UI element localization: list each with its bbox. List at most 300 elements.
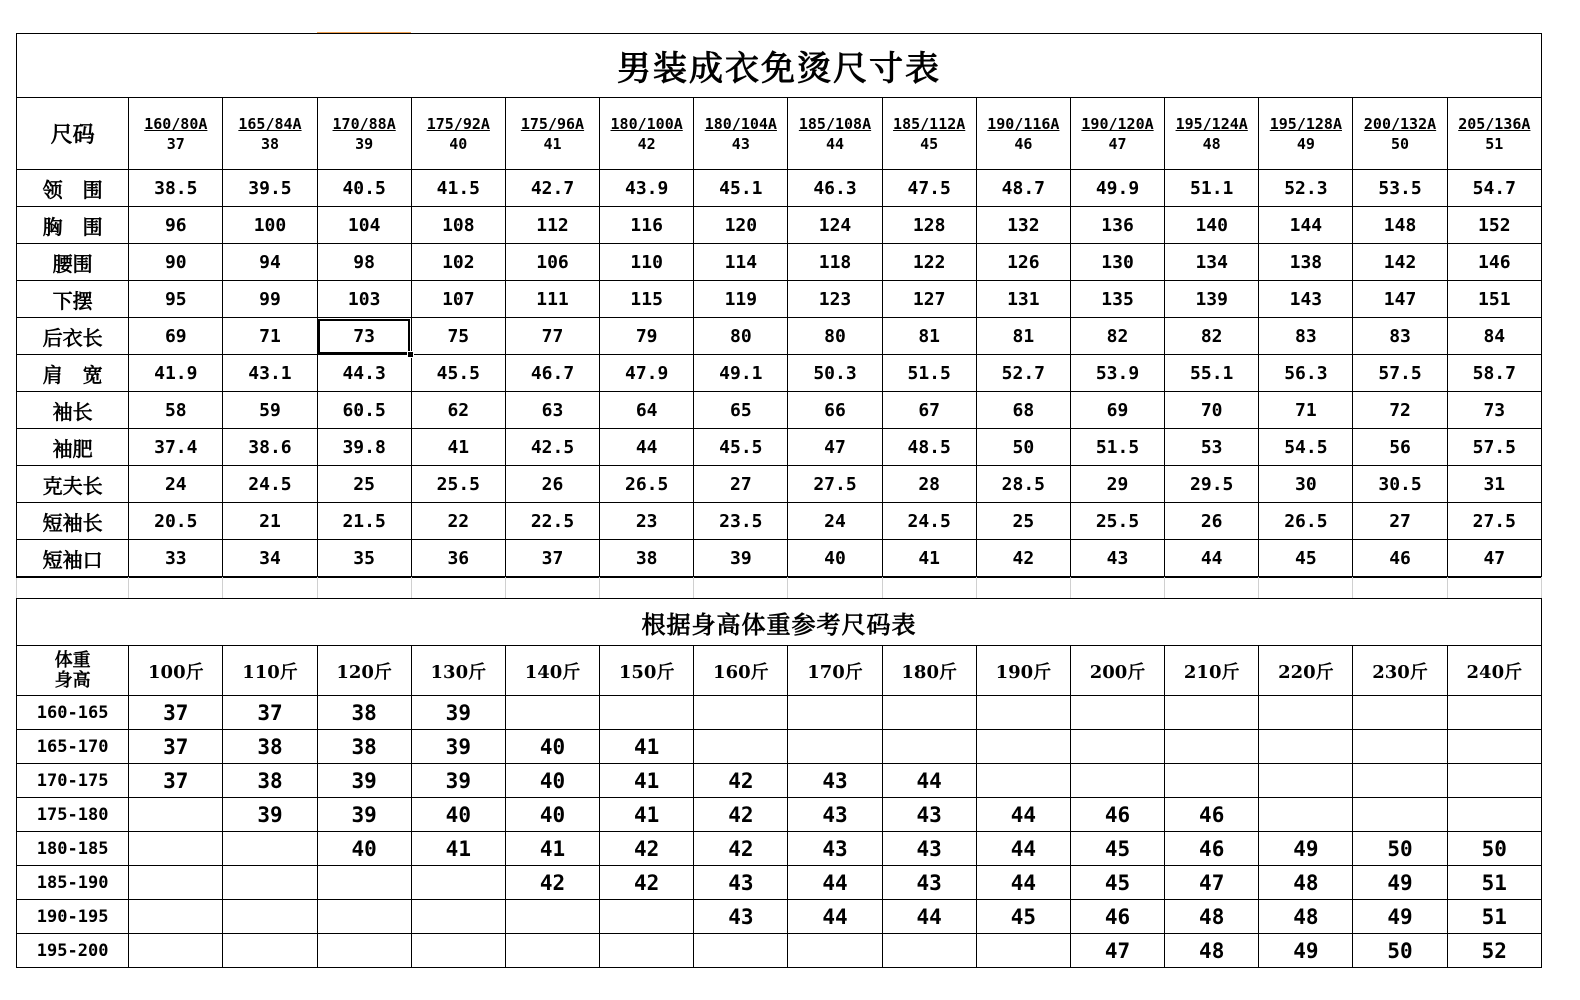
measurement-cell[interactable]: 54.5 bbox=[1259, 429, 1353, 466]
measurement-cell[interactable]: 108 bbox=[411, 207, 505, 244]
measurement-cell[interactable]: 84 bbox=[1447, 318, 1541, 355]
reference-size-cell[interactable] bbox=[882, 730, 976, 764]
measurement-cell[interactable]: 48.5 bbox=[882, 429, 976, 466]
reference-size-cell[interactable] bbox=[976, 764, 1070, 798]
size-header-cell[interactable] bbox=[1259, 98, 1353, 170]
measurement-cell[interactable]: 119 bbox=[694, 281, 788, 318]
measurement-cell[interactable]: 39 bbox=[694, 540, 788, 577]
reference-size-cell[interactable] bbox=[882, 696, 976, 730]
reference-size-cell[interactable] bbox=[1353, 696, 1447, 730]
empty-cell[interactable] bbox=[317, 578, 411, 599]
reference-size-cell[interactable]: 52 bbox=[1447, 934, 1541, 968]
reference-size-cell[interactable] bbox=[976, 696, 1070, 730]
measurement-cell[interactable]: 80 bbox=[788, 318, 882, 355]
measurement-cell[interactable]: 25 bbox=[317, 466, 411, 503]
height-label[interactable]: 170-175 bbox=[17, 764, 129, 798]
measurement-cell[interactable]: 25.5 bbox=[1070, 503, 1164, 540]
reference-size-cell[interactable] bbox=[129, 934, 223, 968]
reference-size-cell[interactable]: 42 bbox=[694, 764, 788, 798]
reference-size-cell[interactable]: 43 bbox=[882, 832, 976, 866]
measurement-cell[interactable]: 49.1 bbox=[694, 355, 788, 392]
reference-size-cell[interactable] bbox=[317, 866, 411, 900]
weight-header-cell[interactable]: 150斤 bbox=[600, 646, 694, 696]
reference-size-cell[interactable]: 40 bbox=[505, 798, 599, 832]
reference-size-cell[interactable]: 40 bbox=[411, 798, 505, 832]
measurement-cell[interactable]: 120 bbox=[694, 207, 788, 244]
measurement-cell[interactable]: 138 bbox=[1259, 244, 1353, 281]
reference-size-cell[interactable] bbox=[223, 866, 317, 900]
reference-size-cell[interactable] bbox=[1259, 764, 1353, 798]
reference-size-cell[interactable] bbox=[1353, 730, 1447, 764]
reference-size-cell[interactable]: 50 bbox=[1353, 832, 1447, 866]
reference-size-cell[interactable] bbox=[129, 832, 223, 866]
size-header-cell[interactable] bbox=[694, 98, 788, 170]
reference-size-cell[interactable]: 42 bbox=[600, 866, 694, 900]
reference-size-cell[interactable] bbox=[1447, 764, 1541, 798]
reference-size-cell[interactable]: 43 bbox=[788, 832, 882, 866]
measurement-cell[interactable]: 48.7 bbox=[976, 170, 1070, 207]
empty-cell[interactable] bbox=[976, 578, 1070, 599]
empty-cell[interactable] bbox=[129, 578, 223, 599]
measurement-cell[interactable]: 52.3 bbox=[1259, 170, 1353, 207]
measurement-cell[interactable]: 51.5 bbox=[1070, 429, 1164, 466]
measurement-cell[interactable]: 30 bbox=[1259, 466, 1353, 503]
reference-size-cell[interactable] bbox=[505, 696, 599, 730]
measurement-label[interactable]: 肩 宽 bbox=[17, 355, 129, 392]
measurement-cell[interactable]: 130 bbox=[1070, 244, 1164, 281]
weight-header-cell[interactable]: 200斤 bbox=[1070, 646, 1164, 696]
measurement-cell[interactable]: 24 bbox=[788, 503, 882, 540]
measurement-cell[interactable]: 39.5 bbox=[223, 170, 317, 207]
reference-size-cell[interactable] bbox=[694, 730, 788, 764]
measurement-cell[interactable]: 33 bbox=[129, 540, 223, 577]
measurement-cell[interactable]: 64 bbox=[600, 392, 694, 429]
measurement-cell[interactable]: 20.5 bbox=[129, 503, 223, 540]
size-header-cell[interactable] bbox=[788, 98, 882, 170]
measurement-cell[interactable]: 134 bbox=[1165, 244, 1259, 281]
measurement-cell[interactable]: 22.5 bbox=[505, 503, 599, 540]
reference-size-cell[interactable] bbox=[1447, 798, 1541, 832]
reference-size-cell[interactable]: 42 bbox=[694, 832, 788, 866]
measurement-cell[interactable]: 111 bbox=[505, 281, 599, 318]
measurement-cell[interactable]: 69 bbox=[129, 318, 223, 355]
reference-size-cell[interactable] bbox=[882, 934, 976, 968]
reference-size-cell[interactable] bbox=[694, 934, 788, 968]
measurement-cell[interactable]: 47 bbox=[1447, 540, 1541, 577]
measurement-cell[interactable]: 26.5 bbox=[1259, 503, 1353, 540]
size-header-cell[interactable] bbox=[317, 98, 411, 170]
reference-size-cell[interactable] bbox=[788, 934, 882, 968]
measurement-cell[interactable]: 144 bbox=[1259, 207, 1353, 244]
reference-size-cell[interactable]: 39 bbox=[317, 798, 411, 832]
measurement-cell[interactable]: 54.7 bbox=[1447, 170, 1541, 207]
reference-size-cell[interactable]: 49 bbox=[1353, 866, 1447, 900]
measurement-label[interactable]: 领 围 bbox=[17, 170, 129, 207]
measurement-cell[interactable]: 50.3 bbox=[788, 355, 882, 392]
measurement-cell[interactable]: 46.7 bbox=[505, 355, 599, 392]
reference-size-cell[interactable]: 43 bbox=[882, 798, 976, 832]
measurement-cell[interactable]: 27 bbox=[694, 466, 788, 503]
reference-size-cell[interactable] bbox=[1070, 730, 1164, 764]
reference-size-cell[interactable]: 43 bbox=[694, 900, 788, 934]
measurement-cell[interactable]: 29.5 bbox=[1165, 466, 1259, 503]
reference-size-cell[interactable] bbox=[1165, 730, 1259, 764]
measurement-cell[interactable]: 132 bbox=[976, 207, 1070, 244]
measurement-cell[interactable]: 42.7 bbox=[505, 170, 599, 207]
reference-size-cell[interactable]: 44 bbox=[976, 832, 1070, 866]
reference-size-cell[interactable]: 43 bbox=[788, 764, 882, 798]
measurement-cell[interactable]: 31 bbox=[1447, 466, 1541, 503]
reference-size-cell[interactable]: 39 bbox=[223, 798, 317, 832]
measurement-cell[interactable]: 126 bbox=[976, 244, 1070, 281]
reference-size-cell[interactable] bbox=[1070, 696, 1164, 730]
measurement-cell[interactable]: 45.1 bbox=[694, 170, 788, 207]
height-label[interactable]: 185-190 bbox=[17, 866, 129, 900]
measurement-cell[interactable]: 57.5 bbox=[1353, 355, 1447, 392]
measurement-cell[interactable]: 26 bbox=[505, 466, 599, 503]
measurement-cell[interactable]: 21 bbox=[223, 503, 317, 540]
measurement-cell[interactable]: 52.7 bbox=[976, 355, 1070, 392]
reference-size-cell[interactable] bbox=[694, 696, 788, 730]
reference-size-cell[interactable]: 42 bbox=[600, 832, 694, 866]
measurement-cell[interactable]: 79 bbox=[600, 318, 694, 355]
reference-size-cell[interactable]: 41 bbox=[600, 798, 694, 832]
measurement-cell[interactable]: 71 bbox=[1259, 392, 1353, 429]
weight-header-cell[interactable]: 190斤 bbox=[976, 646, 1070, 696]
reference-size-cell[interactable]: 38 bbox=[223, 730, 317, 764]
measurement-cell[interactable]: 115 bbox=[600, 281, 694, 318]
size-header-cell[interactable] bbox=[882, 98, 976, 170]
measurement-cell[interactable]: 80 bbox=[694, 318, 788, 355]
reference-size-cell[interactable] bbox=[505, 900, 599, 934]
reference-size-cell[interactable] bbox=[411, 866, 505, 900]
measurement-label[interactable]: 克夫长 bbox=[17, 466, 129, 503]
measurement-cell[interactable]: 56 bbox=[1353, 429, 1447, 466]
reference-size-cell[interactable] bbox=[505, 934, 599, 968]
measurement-label[interactable]: 下摆 bbox=[17, 281, 129, 318]
empty-cell[interactable] bbox=[1070, 578, 1164, 599]
measurement-cell[interactable]: 41 bbox=[882, 540, 976, 577]
size-header-cell[interactable] bbox=[1447, 98, 1541, 170]
measurement-cell[interactable]: 104 bbox=[317, 207, 411, 244]
measurement-cell[interactable]: 45.5 bbox=[411, 355, 505, 392]
height-label[interactable]: 195-200 bbox=[17, 934, 129, 968]
reference-size-cell[interactable]: 48 bbox=[1259, 900, 1353, 934]
reference-size-cell[interactable]: 49 bbox=[1353, 900, 1447, 934]
measurement-cell[interactable]: 44 bbox=[1165, 540, 1259, 577]
height-label[interactable]: 175-180 bbox=[17, 798, 129, 832]
size-header-cell[interactable] bbox=[1353, 98, 1447, 170]
reference-size-cell[interactable]: 41 bbox=[600, 730, 694, 764]
measurement-cell[interactable]: 55.1 bbox=[1165, 355, 1259, 392]
weight-header-cell[interactable]: 100斤 bbox=[129, 646, 223, 696]
measurement-cell[interactable]: 25 bbox=[976, 503, 1070, 540]
measurement-cell[interactable]: 44.3 bbox=[317, 355, 411, 392]
measurement-cell[interactable]: 128 bbox=[882, 207, 976, 244]
empty-cell[interactable] bbox=[600, 578, 694, 599]
empty-cell[interactable] bbox=[788, 578, 882, 599]
measurement-cell[interactable]: 67 bbox=[882, 392, 976, 429]
measurement-cell[interactable]: 71 bbox=[223, 318, 317, 355]
measurement-cell[interactable]: 40 bbox=[788, 540, 882, 577]
measurement-cell[interactable]: 30.5 bbox=[1353, 466, 1447, 503]
size-header-cell[interactable] bbox=[600, 98, 694, 170]
measurement-label[interactable]: 胸 围 bbox=[17, 207, 129, 244]
reference-size-cell[interactable] bbox=[129, 866, 223, 900]
measurement-label[interactable]: 袖肥 bbox=[17, 429, 129, 466]
reference-size-cell[interactable] bbox=[223, 900, 317, 934]
measurement-cell[interactable]: 60.5 bbox=[317, 392, 411, 429]
measurement-cell[interactable]: 135 bbox=[1070, 281, 1164, 318]
reference-size-cell[interactable] bbox=[129, 798, 223, 832]
measurement-cell[interactable]: 81 bbox=[882, 318, 976, 355]
measurement-cell[interactable]: 65 bbox=[694, 392, 788, 429]
measurement-label[interactable]: 后衣长 bbox=[17, 318, 129, 355]
reference-size-cell[interactable]: 46 bbox=[1070, 798, 1164, 832]
measurement-cell[interactable]: 47.9 bbox=[600, 355, 694, 392]
measurement-cell[interactable]: 118 bbox=[788, 244, 882, 281]
reference-size-cell[interactable]: 42 bbox=[505, 866, 599, 900]
measurement-cell[interactable]: 114 bbox=[694, 244, 788, 281]
measurement-cell[interactable]: 147 bbox=[1353, 281, 1447, 318]
reference-size-cell[interactable]: 37 bbox=[223, 696, 317, 730]
measurement-cell[interactable]: 29 bbox=[1070, 466, 1164, 503]
measurement-cell[interactable]: 122 bbox=[882, 244, 976, 281]
reference-size-cell[interactable] bbox=[1353, 764, 1447, 798]
reference-size-cell[interactable]: 44 bbox=[976, 866, 1070, 900]
measurement-cell[interactable]: 51.1 bbox=[1165, 170, 1259, 207]
measurement-cell[interactable]: 72 bbox=[1353, 392, 1447, 429]
measurement-cell[interactable]: 70 bbox=[1165, 392, 1259, 429]
reference-size-cell[interactable]: 40 bbox=[505, 764, 599, 798]
measurement-cell[interactable]: 148 bbox=[1353, 207, 1447, 244]
weight-header-cell[interactable]: 110斤 bbox=[223, 646, 317, 696]
measurement-cell[interactable]: 42.5 bbox=[505, 429, 599, 466]
reference-size-cell[interactable]: 43 bbox=[882, 866, 976, 900]
weight-header-cell[interactable]: 130斤 bbox=[411, 646, 505, 696]
measurement-cell[interactable]: 116 bbox=[600, 207, 694, 244]
measurement-label[interactable]: 袖长 bbox=[17, 392, 129, 429]
reference-size-cell[interactable]: 44 bbox=[882, 764, 976, 798]
reference-size-cell[interactable] bbox=[223, 934, 317, 968]
measurement-label[interactable]: 短袖口 bbox=[17, 540, 129, 577]
measurement-cell[interactable]: 26 bbox=[1165, 503, 1259, 540]
reference-size-cell[interactable]: 39 bbox=[411, 696, 505, 730]
measurement-cell[interactable]: 43.9 bbox=[600, 170, 694, 207]
measurement-cell[interactable]: 43.1 bbox=[223, 355, 317, 392]
reference-size-cell[interactable]: 45 bbox=[1070, 832, 1164, 866]
weight-header-cell[interactable]: 140斤 bbox=[505, 646, 599, 696]
measurement-cell[interactable]: 24.5 bbox=[223, 466, 317, 503]
measurement-label[interactable]: 腰围 bbox=[17, 244, 129, 281]
reference-size-cell[interactable]: 37 bbox=[129, 730, 223, 764]
empty-cell[interactable] bbox=[17, 578, 129, 599]
measurement-cell[interactable]: 106 bbox=[505, 244, 599, 281]
size-header-cell[interactable] bbox=[129, 98, 223, 170]
reference-size-cell[interactable]: 38 bbox=[317, 696, 411, 730]
measurement-cell[interactable]: 47 bbox=[788, 429, 882, 466]
measurement-cell[interactable]: 27.5 bbox=[788, 466, 882, 503]
weight-header-cell[interactable]: 240斤 bbox=[1447, 646, 1541, 696]
reference-size-cell[interactable] bbox=[1353, 798, 1447, 832]
measurement-cell[interactable]: 136 bbox=[1070, 207, 1164, 244]
empty-cell[interactable] bbox=[411, 578, 505, 599]
measurement-cell[interactable]: 26.5 bbox=[600, 466, 694, 503]
reference-size-cell[interactable]: 41 bbox=[600, 764, 694, 798]
reference-size-cell[interactable]: 50 bbox=[1353, 934, 1447, 968]
reference-size-cell[interactable]: 50 bbox=[1447, 832, 1541, 866]
empty-cell[interactable] bbox=[694, 578, 788, 599]
measurement-cell[interactable]: 46.3 bbox=[788, 170, 882, 207]
reference-size-cell[interactable]: 48 bbox=[1165, 900, 1259, 934]
size-header-cell[interactable] bbox=[1070, 98, 1164, 170]
measurement-cell[interactable]: 110 bbox=[600, 244, 694, 281]
measurement-cell[interactable]: 112 bbox=[505, 207, 599, 244]
reference-size-cell[interactable]: 38 bbox=[317, 730, 411, 764]
reference-title[interactable]: 根据身高体重参考尺码表 bbox=[17, 599, 1542, 646]
reference-size-cell[interactable] bbox=[600, 900, 694, 934]
measurement-cell[interactable]: 146 bbox=[1447, 244, 1541, 281]
reference-size-cell[interactable]: 37 bbox=[129, 696, 223, 730]
height-label[interactable]: 160-165 bbox=[17, 696, 129, 730]
reference-size-cell[interactable]: 47 bbox=[1165, 866, 1259, 900]
reference-size-cell[interactable]: 40 bbox=[317, 832, 411, 866]
reference-size-cell[interactable] bbox=[317, 900, 411, 934]
measurement-cell[interactable]: 40.5 bbox=[317, 170, 411, 207]
measurement-cell[interactable]: 75 bbox=[411, 318, 505, 355]
reference-size-cell[interactable] bbox=[1070, 764, 1164, 798]
empty-cell[interactable] bbox=[1259, 578, 1353, 599]
measurement-cell[interactable]: 68 bbox=[976, 392, 1070, 429]
reference-size-cell[interactable]: 41 bbox=[411, 832, 505, 866]
measurement-cell[interactable]: 57.5 bbox=[1447, 429, 1541, 466]
reference-size-cell[interactable]: 42 bbox=[694, 798, 788, 832]
measurement-cell[interactable]: 53 bbox=[1165, 429, 1259, 466]
measurement-cell[interactable]: 42 bbox=[976, 540, 1070, 577]
measurement-cell[interactable]: 23 bbox=[600, 503, 694, 540]
reference-size-cell[interactable] bbox=[1259, 730, 1353, 764]
reference-size-cell[interactable] bbox=[317, 934, 411, 968]
measurement-cell[interactable]: 66 bbox=[788, 392, 882, 429]
height-label[interactable]: 190-195 bbox=[17, 900, 129, 934]
reference-size-cell[interactable]: 49 bbox=[1259, 832, 1353, 866]
reference-size-cell[interactable] bbox=[976, 730, 1070, 764]
measurement-cell[interactable]: 94 bbox=[223, 244, 317, 281]
empty-cell[interactable] bbox=[505, 578, 599, 599]
measurement-cell[interactable]: 131 bbox=[976, 281, 1070, 318]
measurement-cell[interactable]: 50 bbox=[976, 429, 1070, 466]
weight-header-cell[interactable]: 230斤 bbox=[1353, 646, 1447, 696]
measurement-cell[interactable]: 22 bbox=[411, 503, 505, 540]
measurement-cell[interactable]: 139 bbox=[1165, 281, 1259, 318]
measurement-cell[interactable]: 98 bbox=[317, 244, 411, 281]
measurement-cell[interactable]: 44 bbox=[600, 429, 694, 466]
reference-size-cell[interactable]: 45 bbox=[976, 900, 1070, 934]
reference-size-cell[interactable]: 49 bbox=[1259, 934, 1353, 968]
measurement-cell[interactable]: 90 bbox=[129, 244, 223, 281]
reference-size-cell[interactable]: 47 bbox=[1070, 934, 1164, 968]
measurement-cell[interactable]: 24 bbox=[129, 466, 223, 503]
reference-size-cell[interactable]: 37 bbox=[129, 764, 223, 798]
measurement-cell[interactable]: 24.5 bbox=[882, 503, 976, 540]
measurement-cell[interactable]: 46 bbox=[1353, 540, 1447, 577]
reference-size-cell[interactable] bbox=[129, 900, 223, 934]
measurement-cell[interactable]: 27.5 bbox=[1447, 503, 1541, 540]
size-header-label[interactable]: 尺码 bbox=[17, 98, 129, 170]
measurement-cell[interactable]: 59 bbox=[223, 392, 317, 429]
size-header-cell[interactable] bbox=[223, 98, 317, 170]
measurement-cell[interactable]: 62 bbox=[411, 392, 505, 429]
measurement-cell[interactable]: 103 bbox=[317, 281, 411, 318]
corner-cell[interactable] bbox=[17, 646, 129, 696]
measurement-cell[interactable]: 124 bbox=[788, 207, 882, 244]
measurement-cell[interactable]: 83 bbox=[1353, 318, 1447, 355]
reference-size-cell[interactable]: 43 bbox=[694, 866, 788, 900]
reference-size-cell[interactable] bbox=[223, 832, 317, 866]
measurement-cell[interactable]: 37 bbox=[505, 540, 599, 577]
measurement-cell[interactable]: 53.9 bbox=[1070, 355, 1164, 392]
size-header-cell[interactable] bbox=[1165, 98, 1259, 170]
measurement-cell[interactable]: 28.5 bbox=[976, 466, 1070, 503]
reference-size-cell[interactable] bbox=[411, 934, 505, 968]
size-header-cell[interactable] bbox=[505, 98, 599, 170]
measurement-label[interactable]: 短袖长 bbox=[17, 503, 129, 540]
reference-size-cell[interactable]: 38 bbox=[223, 764, 317, 798]
reference-size-cell[interactable] bbox=[1259, 696, 1353, 730]
empty-cell[interactable] bbox=[1165, 578, 1259, 599]
measurement-cell[interactable]: 99 bbox=[223, 281, 317, 318]
empty-cell[interactable] bbox=[223, 578, 317, 599]
size-header-cell[interactable] bbox=[411, 98, 505, 170]
measurement-cell[interactable]: 63 bbox=[505, 392, 599, 429]
height-label[interactable]: 180-185 bbox=[17, 832, 129, 866]
measurement-cell[interactable]: 47.5 bbox=[882, 170, 976, 207]
reference-size-cell[interactable] bbox=[600, 934, 694, 968]
weight-header-cell[interactable]: 220斤 bbox=[1259, 646, 1353, 696]
measurement-cell[interactable]: 34 bbox=[223, 540, 317, 577]
weight-header-cell[interactable]: 210斤 bbox=[1165, 646, 1259, 696]
measurement-cell[interactable]: 151 bbox=[1447, 281, 1541, 318]
measurement-cell[interactable]: 81 bbox=[976, 318, 1070, 355]
reference-size-cell[interactable]: 48 bbox=[1259, 866, 1353, 900]
measurement-cell[interactable]: 73 bbox=[317, 318, 411, 355]
measurement-cell[interactable]: 41.9 bbox=[129, 355, 223, 392]
reference-size-cell[interactable]: 48 bbox=[1165, 934, 1259, 968]
measurement-cell[interactable]: 49.9 bbox=[1070, 170, 1164, 207]
measurement-cell[interactable]: 23.5 bbox=[694, 503, 788, 540]
measurement-cell[interactable]: 143 bbox=[1259, 281, 1353, 318]
measurement-cell[interactable]: 102 bbox=[411, 244, 505, 281]
measurement-cell[interactable]: 37.4 bbox=[129, 429, 223, 466]
measurement-cell[interactable]: 38.6 bbox=[223, 429, 317, 466]
reference-size-cell[interactable]: 51 bbox=[1447, 900, 1541, 934]
size-header-cell[interactable] bbox=[976, 98, 1070, 170]
measurement-cell[interactable]: 152 bbox=[1447, 207, 1541, 244]
measurement-cell[interactable]: 58 bbox=[129, 392, 223, 429]
measurement-cell[interactable]: 140 bbox=[1165, 207, 1259, 244]
measurement-cell[interactable]: 127 bbox=[882, 281, 976, 318]
measurement-cell[interactable]: 82 bbox=[1165, 318, 1259, 355]
measurement-cell[interactable]: 36 bbox=[411, 540, 505, 577]
reference-size-cell[interactable] bbox=[976, 934, 1070, 968]
reference-size-cell[interactable] bbox=[788, 696, 882, 730]
measurement-cell[interactable]: 95 bbox=[129, 281, 223, 318]
measurement-cell[interactable]: 39.8 bbox=[317, 429, 411, 466]
measurement-cell[interactable]: 82 bbox=[1070, 318, 1164, 355]
reference-size-cell[interactable]: 43 bbox=[788, 798, 882, 832]
reference-size-cell[interactable] bbox=[411, 900, 505, 934]
reference-size-cell[interactable] bbox=[600, 696, 694, 730]
